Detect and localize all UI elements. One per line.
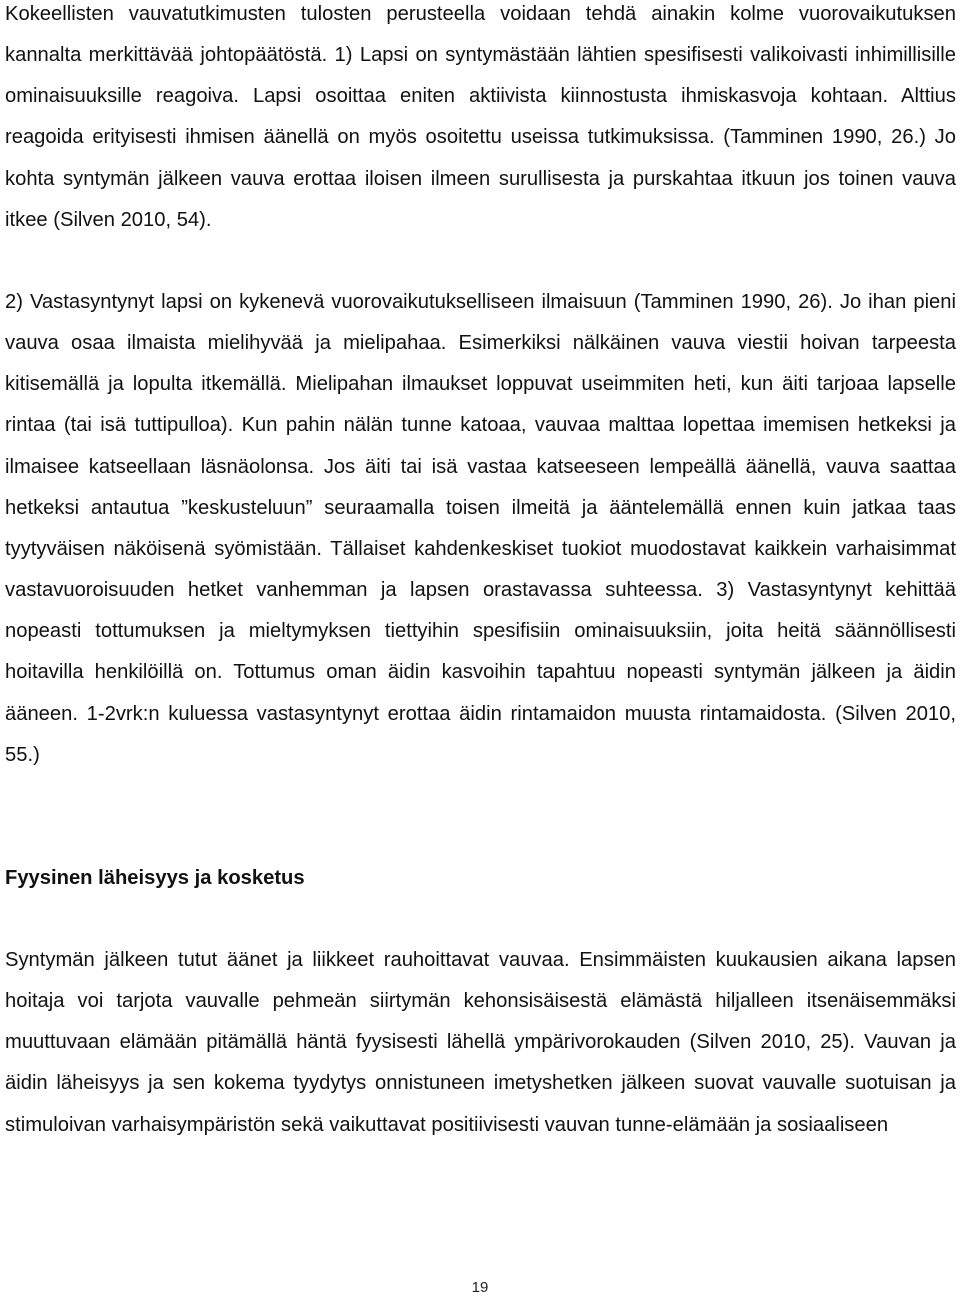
paragraph-3: Syntymän jälkeen tutut äänet ja liikkeet rauhoittavat vauvaa. Ensimmäisten kuukausien aikana lapsen hoitaja voi tarjota vauvalle pehmeän siirtymän kehonsisäisestä elämästä hiljalleen itsenäisemmäksi muuttuvaan elämään pitämällä häntä fyysisesti lähellä ympärivorokauden (Silven 2010, 25). Vauvan ja äidin läheisyys ja sen kokema tyydytys onnistuneen imetyshetken jälkeen suovat vauvalle suotuisan ja stimuloivan varhaisympäristön sekä vaikuttavat positiivisesti vauvan tunne-elämään ja sosiaaliseen [5,948,956,1136]
paragraph-1: Kokeellisten vauvatutkimusten tulosten perusteella voidaan tehdä ainakin kolme vuorovaikutuksen kannalta merkittävää johtopäätöstä. 1) Lapsi on syntymästään lähtien spesifisesti valikoivasti inhimillisille ominaisuuksille reagoiva. Lapsi osoittaa eniten aktiivista kiinnostusta ihmiskasvoja kohtaan. Alttius reagoida erityisesti ihmisen äänellä on myös osoitettu useissa tutkimuksissa. (Tamminen 1990, 26.) Jo kohta syntymän jälkeen vauva erottaa iloisen ilmeen surullisesta ja purskahtaa itkuun jos toinen vauva itkee (Silven 2010, 54). [5,3,956,231]
page-body [5,0,956,1146]
heading-spacer [5,899,956,940]
paragraph-2: 2) Vastasyntynyt lapsi on kykenevä vuorovaikutukselliseen ilmaisuun (Tamminen 1990, 26). Jo ihan pieni vauva osaa ilmaista mielihyvää ja mielipahaa. Esimerkiksi nälkäinen vauva viestii hoivan tarpeesta kitisemällä ja lopulta itkemällä. Mielipahan ilmaukset loppuvat useimmiten heti, kun äiti tarjoaa lapselle rintaa (tai isä tuttipulloa). Kun pahin nälän tunne katoaa, vauvaa malttaa lopettaa imemisen hetkeksi ja ilmaisee katseellaan läsnäolonsa. Jos äiti tai isä vastaa katseeseen lempeällä äänellä, vauva saattaa hetkeksi antautua ”keskusteluun” seuraamalla toisen ilmeitä ja ääntelemällä ennen kuin jatkaa taas tyytyväisen näköisenä syömistään. Tällaiset kahdenkeskiset tuokiot muodostavat kaikkein varhaisimmat vastavuoroisuuden hetket vanhemman ja lapsen orastavassa suhteessa. 3) Vastasyntynyt kehittää nopeasti tottumuksen ja mieltymyksen tiettyihin spesifisiin ominaisuuksiin, joita heitä säännöllisesti hoitavilla henkilöillä on. Tottumus oman äidin kasvoihin tapahtuu nopeasti syntymän jälkeen ja äidin ääneen. 1-2vrk:n kuluessa vastasyntynyt erottaa äidin rintamaidon muusta rintamaidosta. (Silven 2010, 55.) [5,290,956,766]
section-heading: Fyysinen läheisyys ja kosketus [5,866,305,889]
paragraph-spacer [5,241,956,282]
page-number: 19 [471,1279,489,1296]
section-spacer [5,776,956,858]
